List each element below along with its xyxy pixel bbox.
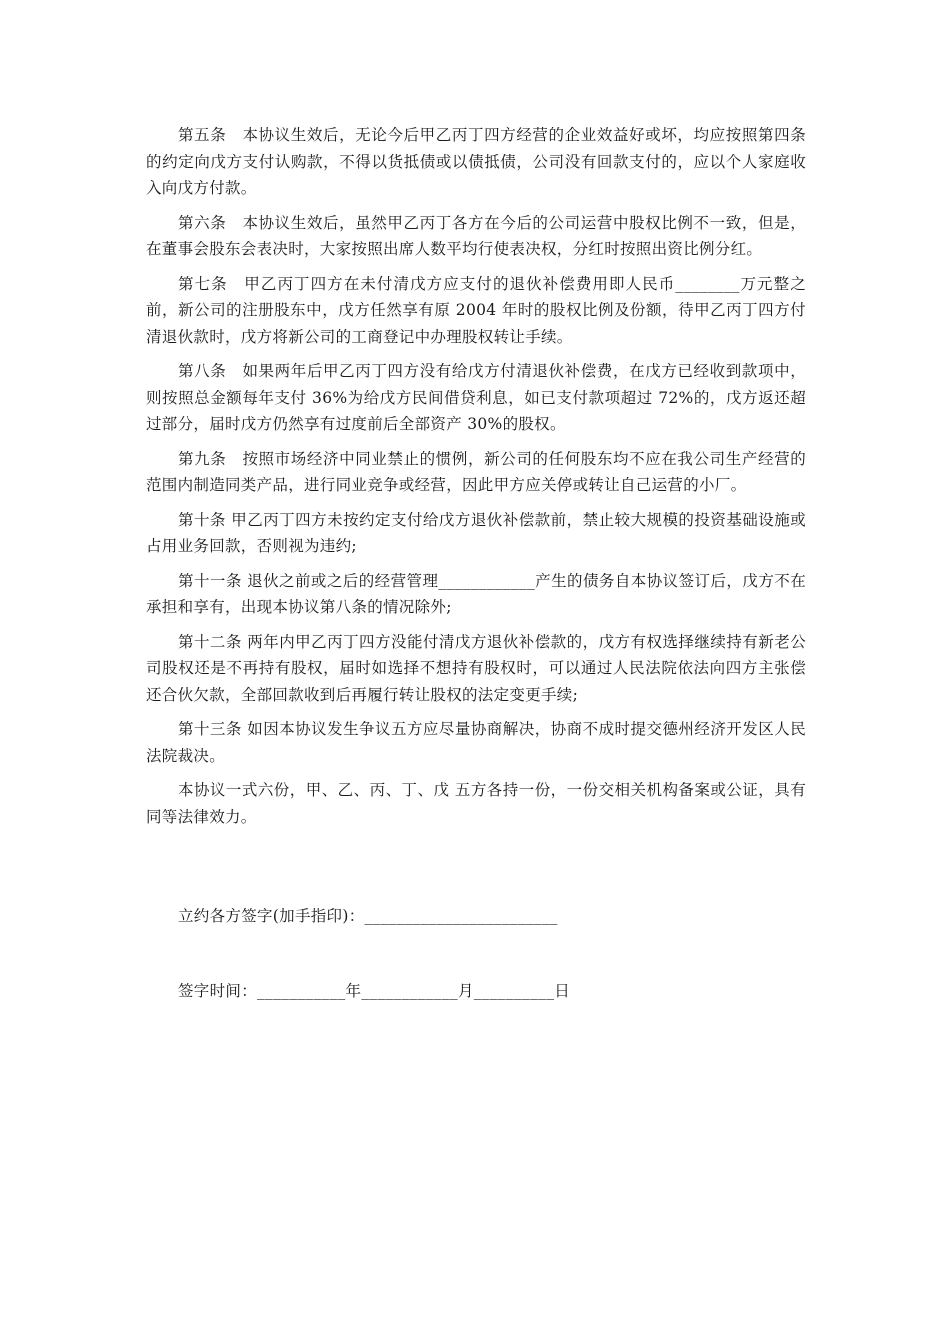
article-11: 第十一条 退伙之前或之后的经营管理____________产生的债务自本协议签订后，戊方不在承担和享有，出现本协议第八条的情况除外; xyxy=(146,571,806,616)
article-6: 第六条 本协议生效后，虽然甲乙丙丁各方在今后的公司运营中股权比例不一致，但是，在董事会股东会表决时，大家按照出席人数平均行使表决权，分红时按照出资比例分红。 xyxy=(146,213,806,258)
agreement-body xyxy=(146,122,806,838)
article-9: 第九条 按照市场经济中同业禁止的惯例，新公司的任何股东均不应在我公司生产经营的范围内制造同类产品，进行同业竞争或经营，因此甲方应关停或转让自己运营的小厂。 xyxy=(146,449,806,494)
copies-clause: 本协议一式六份，甲、乙、丙、丁、戊 五方各持一份，一份交相关机构备案或公证，具有同等法律效力。 xyxy=(146,781,806,826)
article-7: 第七条 甲乙丙丁四方在未付清戊方应支付的退伙补偿费用即人民币________万元整之前，新公司的注册股东中，戊方任然享有原 2004 年时的股权比例及份额，待甲乙丙丁四方付清退伙款时，戊方将新公司的工商登记中办理股权转让手续。 xyxy=(146,274,806,346)
signature-line: 立约各方签字(加手指印)：________________________ xyxy=(178,907,558,925)
article-13: 第十三条 如因本协议发生争议五方应尽量协商解决，协商不成时提交德州经济开发区人民法院裁决。 xyxy=(146,720,806,765)
article-10: 第十条 甲乙丙丁四方未按约定支付给戊方退伙补偿款前，禁止较大规模的投资基础设施或占用业务回款，否则视为违约; xyxy=(146,510,806,555)
article-8: 第八条 如果两年后甲乙丙丁四方没有给戊方付清退伙补偿费，在戊方已经收到款项中，则按照总金额每年支付 36%为给戊方民间借贷利息，如已支付款项超过 72%的，戊方返还超过部分，届时戊方仍然享有过度前后全部资产 30%的股权。 xyxy=(146,362,806,433)
article-12: 第十二条 两年内甲乙丙丁四方没能付清戊方退伙补偿款的，戊方有权选择继续持有新老公司股权还是不再持有股权，届时如选择不想持有股权时，可以通过人民法院依法向四方主张偿还合伙欠款，全部回款收到后再履行转让股权的法定变更手续; xyxy=(146,632,806,704)
article-5: 第五条 本协议生效后，无论今后甲乙丙丁四方经营的企业效益好或坏，均应按照第四条的约定向戊方支付认购款，不得以货抵债或以债抵债，公司没有回款支付的，应以个人家庭收入向戊方付款。 xyxy=(146,126,806,197)
signing-date-line: 签字时间：___________年____________月__________日 xyxy=(178,982,571,1000)
